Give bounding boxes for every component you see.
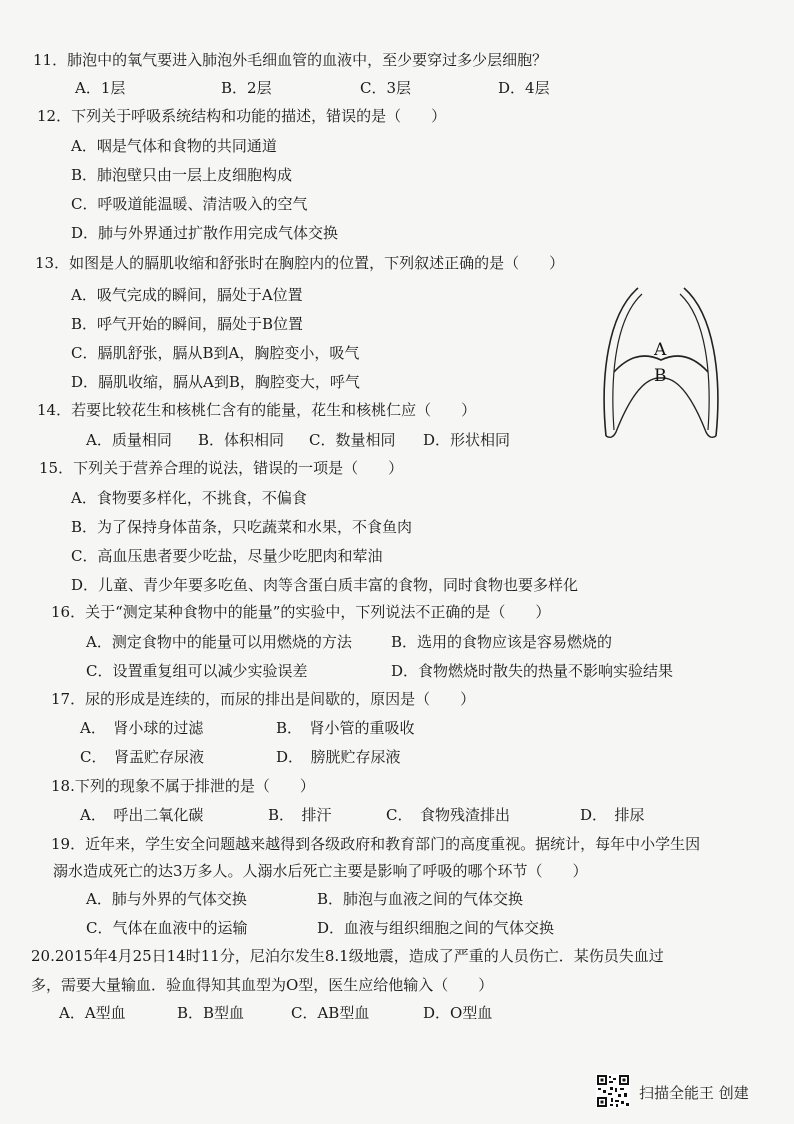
question-14-option-c: C．数量相同: [309, 431, 396, 449]
question-18-option-d: D． 排尿: [580, 806, 645, 824]
question-11-option-d: D．4层: [498, 79, 550, 97]
footer-text: 扫描全能王 创建: [639, 1084, 749, 1102]
diaphragm-figure: [598, 286, 724, 444]
label-a: A: [654, 340, 667, 360]
question-17-option-b: B． 肾小管的重吸收: [276, 719, 415, 737]
question-18-option-a: A． 呼出二氧化碳: [80, 806, 204, 824]
question-19-option-c: C．气体在血液中的运输: [86, 919, 248, 937]
question-19-stem-line-2: 溺水造成死亡的达3万多人。人溺水后死亡主要是影响了呼吸的哪个环节（ ）: [53, 862, 588, 880]
question-17-stem: 17．尿的形成是连续的，而尿的排出是间歇的，原因是（ ）: [51, 690, 476, 708]
label-b: B: [654, 366, 667, 386]
inner-wall: [613, 294, 709, 430]
question-19-option-b: B．肺泡与血液之间的气体交换: [317, 890, 524, 908]
question-12-option-b: B．肺泡壁只由一层上皮细胞构成: [71, 166, 293, 184]
question-16-option-d: D．食物燃烧时散失的热量不影响实验结果: [391, 662, 674, 680]
thorax-diagram: [598, 286, 724, 440]
question-11-stem: 11．肺泡中的氧气要进入肺泡外毛细血管的血液中，至少要穿过多少层细胞？: [33, 51, 548, 69]
question-11-option-b: B．2层: [221, 79, 272, 97]
question-13-option-d: D．膈肌收缩，膈从A到B，胸腔变大，呼气: [71, 373, 360, 391]
thoracic-wall: [604, 288, 718, 436]
question-16-option-c: C．设置重复组可以减少实验误差: [86, 662, 308, 680]
question-13-option-b: B．呼气开始的瞬间，膈处于B位置: [71, 315, 304, 333]
question-19-option-a: A．肺与外界的气体交换: [86, 890, 247, 908]
question-12-option-a: A．咽是气体和食物的共同通道: [71, 137, 277, 155]
question-14-stem: 14．若要比较花生和核桃仁含有的能量，花生和核桃仁应（ ）: [37, 401, 477, 419]
question-17-option-d: D． 膀胱贮存尿液: [276, 748, 401, 766]
question-20-option-d: D．O型血: [423, 1004, 493, 1022]
question-15-option-d: D．儿童、青少年要多吃鱼、肉等含蛋白质丰富的食物，同时食物也要多样化: [71, 576, 579, 594]
qr-code-icon: [596, 1074, 630, 1108]
question-16-stem: 16．关于“测定某种食物中的能量”的实验中，下列说法不正确的是（ ）: [51, 603, 551, 621]
question-11-option-c: C．3层: [360, 79, 412, 97]
diaphragm-position-b: [606, 378, 716, 437]
question-20-option-a: A．A型血: [59, 1004, 126, 1022]
question-16-option-b: B．选用的食物应该是容易燃烧的: [391, 633, 613, 651]
question-15-stem: 15．下列关于营养合理的说法，错误的一项是（ ）: [39, 459, 404, 477]
question-20-option-c: C．AB型血: [291, 1004, 370, 1022]
question-13-stem: 13．如图是人的膈肌收缩和舒张时在胸腔内的位置，下列叙述正确的是（ ）: [35, 254, 565, 272]
question-19-option-d: D．血液与组织细胞之间的气体交换: [317, 919, 555, 937]
question-12-option-d: D．肺与外界通过扩散作用完成气体交换: [71, 224, 339, 242]
question-18-stem: 18.下列的现象不属于排泄的是（ ）: [51, 777, 315, 795]
question-15-option-c: C．高血压患者要少吃盐，尽量少吃肥肉和荤油: [71, 547, 383, 565]
question-14-option-d: D．形状相同: [423, 431, 511, 449]
question-17-option-c: C． 肾盂贮存尿液: [80, 748, 204, 766]
question-16-option-a: A．测定食物中的能量可以用燃烧的方法: [86, 633, 352, 651]
question-19-stem-line-1: 19．近年来，学生安全问题越来越得到各级政府和教育部门的高度重视。据统计，每年中小学生因: [51, 835, 701, 853]
question-18-option-b: B． 排汗: [268, 806, 332, 824]
question-11-option-a: A．1层: [75, 79, 126, 97]
question-13-option-a: A．吸气完成的瞬间，膈处于A位置: [71, 286, 303, 304]
question-18-option-c: C． 食物残渣排出: [386, 806, 510, 824]
question-15-option-b: B．为了保持身体苗条，只吃蔬菜和水果，不食鱼肉: [71, 518, 413, 536]
question-14-option-a: A．质量相同: [86, 431, 172, 449]
question-20-stem-line-2: 多，需要大量输血．验血得知其血型为O型，医生应给他输入（ ）: [31, 976, 494, 994]
question-12-stem: 12．下列关于呼吸系统结构和功能的描述，错误的是（ ）: [37, 107, 447, 125]
question-12-option-c: C．呼吸道能温暖、清洁吸入的空气: [71, 195, 308, 213]
question-17-option-a: A． 肾小球的过滤: [80, 719, 204, 737]
question-15-option-a: A．食物要多样化，不挑食，不偏食: [71, 489, 307, 507]
question-20-stem-line-1: 20.2015年4月25日14时11分，尼泊尔发生8.1级地震，造成了严重的人员伤亡．某伤员失血过: [31, 947, 664, 965]
question-20-option-b: B．B型血: [177, 1004, 245, 1022]
question-13-option-c: C．膈肌舒张，膈从B到A，胸腔变小，吸气: [71, 344, 360, 362]
question-14-option-b: B．体积相同: [198, 431, 285, 449]
